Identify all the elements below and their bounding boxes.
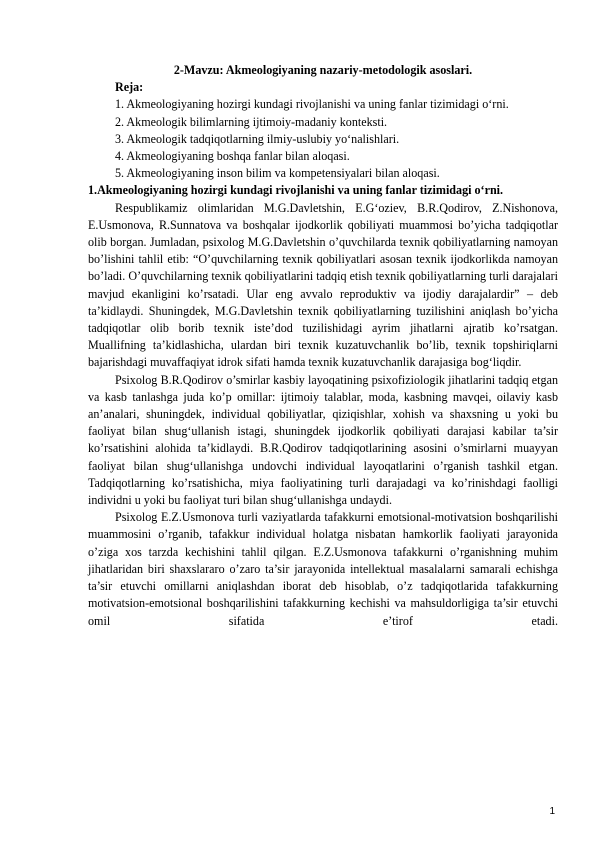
document-title: 2-Mavzu: Akmeologiyaning nazariy-metodologik asoslari. <box>173 63 473 77</box>
document-body <box>88 62 558 630</box>
plan-list <box>88 96 558 182</box>
body-paragraph: Respublikamiz olimlaridan M.G.Davletshin, E.G‘oziev, B.R.Qodirov, Z.Nishonova, E.Usmonova, R.Sunnatova va boshqalar ijodkorlik qobiliyati muammosi bo’yicha tadqiqotlar olib borgan. Jumladan, psixolog M.G.Davletshin o’quvchilarda texnik qobiliyatlarning namoyan bo’lishini tahlil etib: “O’quvchilarning texnik qobiliyatlari asosan texnik ijodkorlikda namoyan bo’ladi. O’quvchilarning texnik qobiliyatlarini tadqiq etish texnik qobiliyatlarning turli darajalari mavjud ekanligini ko’rsatadi. Ular eng avvalo reproduktiv va ijodiy darajalardir” – deb ta’kidlaydi. Shuningdek, M.G.Davletshin texnik qobiliyatlarning tuzilishini aniqlash bo’yicha tadqiqotlar olib borib texnik iste’dod tuzilishidagi ayrim jihatlarni ajratib ko’rsatgan. Muallifning ta’kidlashicha, ulardan biri texnik kuzatuvchanlik bo’lib, texnik topshiriqlarni bajarishdagi muvaffaqiyat idrok sifati hamda texnik kuzatuvchanlik darajasiga bog‘liqdir. <box>88 200 558 370</box>
plan-item: 1. Akmeologiyaning hozirgi kundagi rivojlanishi va uning fanlar tizimidagi o‘rni. <box>115 97 509 112</box>
plan-item: 4. Akmeologiyaning boshqa fanlar bilan aloqasi. <box>115 149 350 164</box>
plan-item: 3. Akmeologik tadqiqotlarning ilmiy-uslubiy yo‘nalishlari. <box>115 131 400 146</box>
body-paragraph: Psixolog B.R.Qodirov o’smirlar kasbiy layoqatining psixofiziologik jihatlarini tadqiq etgan va kasb tanlashga juda ko’p omillar: ijtimoiy talablar, moda, kasbning mavqei, oilaviy kasb an’analari, shuningdek, individual qobiliyatlar, qiziqishlar, xohish va shaxsning u yoki bu faoliyat bilan shug‘ullanish istagi, shuningdek ijodkorlik qobiliyati darajasi kabilar ta’sir ko’rsatishini alohida ta’kidlaydi. B.R.Qodirov tadqiqotlarining asosini o’smirlarni muayyan faoliyat bilan shug‘ullanishga undovchi individual layoqatlarini o’rganish tashkil etgan. Tadqiqotlarning ko’rsatishicha, miya faoliyatining turli darajadagi va ko’rinishdagi faolligi individni u yoki bu faoliyat turi bilan shug‘ullanishga undaydi. <box>88 372 558 508</box>
plan-item: 5. Akmeologiyaning inson bilim va kompetensiyalari bilan aloqasi. <box>115 166 440 181</box>
page-number: 1 <box>549 806 555 817</box>
plan-label: Reja: <box>115 80 144 95</box>
section-heading: 1.Akmeologiyaning hozirgi kundagi rivojlanishi va uning fanlar tizimidagi o‘rni. <box>88 183 504 198</box>
plan-item: 2. Akmeologik bilimlarning ijtimoiy-madaniy konteksti. <box>115 114 388 129</box>
body-paragraph: Psixolog E.Z.Usmonova turli vaziyatlarda tafakkurni emotsional-motivatsion boshqarilishi muammosini o’rganib, tafakkur individual holatga nisbatan hamkorlik faoliyati jarayonida o’ziga xos tarzda kechishini tahlil qilgan. E.Z.Usmonova tafakkurni o’rganishning muhim jihatlaridan biri shaxslararo o’zaro ta’sir jarayonida intellektual masalalarni samarali echishga ta’sir etuvchi omillarni aniqlashdan iborat deb hisoblab, o’z tadqiqotlarida tafakkurning motivatsion-emotsional boshqarilishini tafakkurning kechishi va mahsuldorligiga ta’sir etuvchi omil sifatida e’tirof etadi. <box>88 510 558 628</box>
